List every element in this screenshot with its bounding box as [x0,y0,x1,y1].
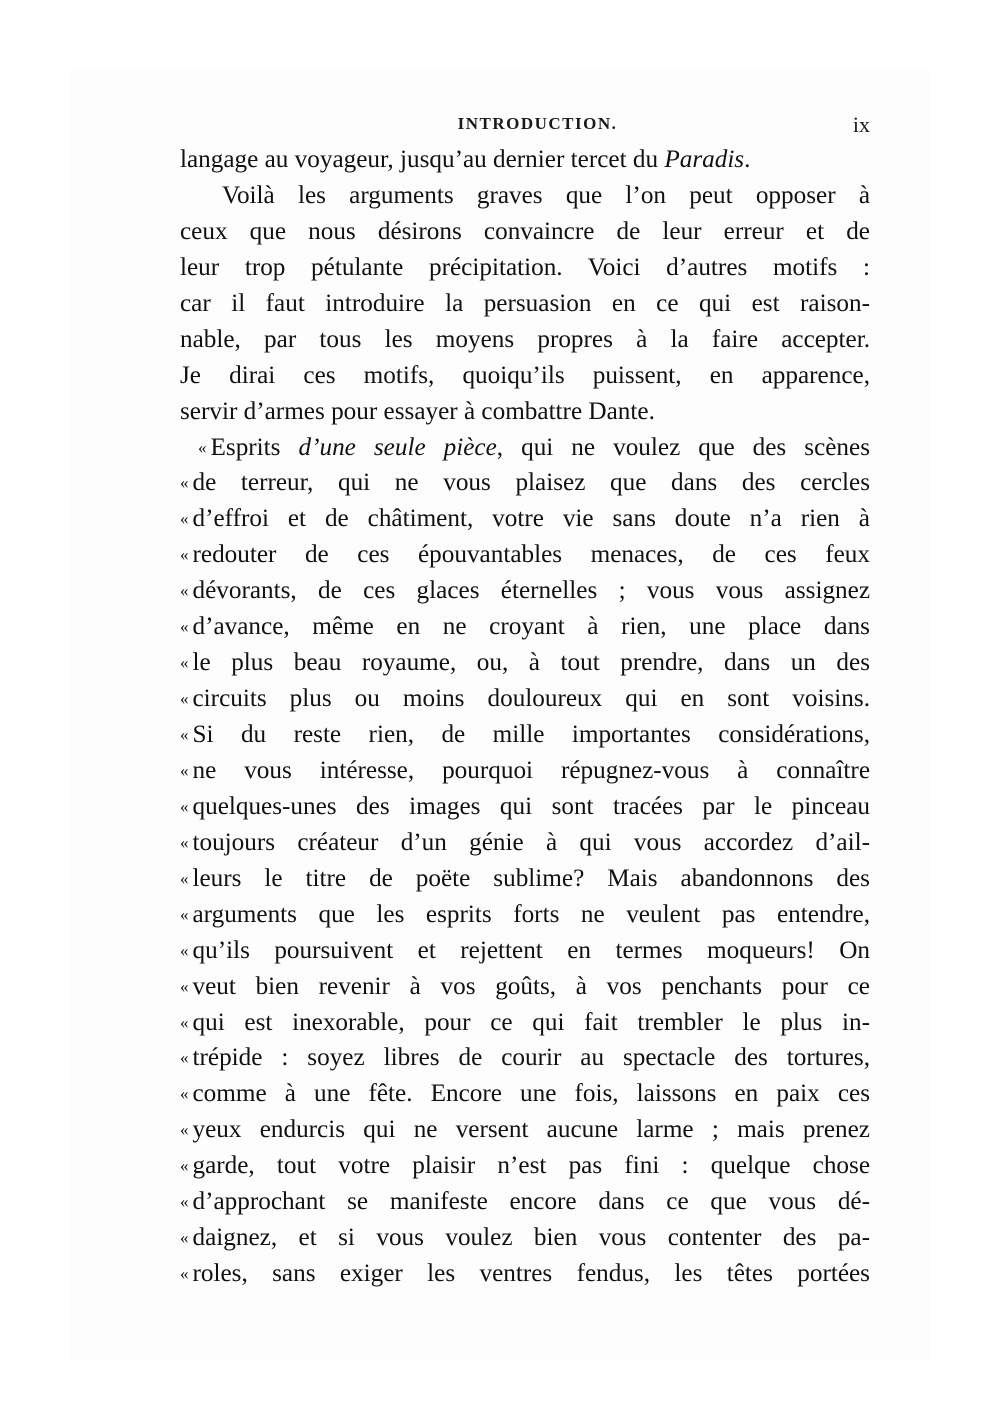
text-line: « Esprits d’une seule pièce, qui ne voulez que des scènes [198,433,870,461]
text-line: « circuits plus ou moins douloureux qui en sont voisins. [180,685,870,713]
text-line: « toujours créateur d’un génie à qui vous accordez d’ail- [180,828,870,856]
text-line: « d’approchant se manifeste encore dans ce que vous dé- [180,1188,870,1216]
text-line: « yeux endurcis qui ne versent aucune larme ; mais prenez [180,1116,870,1144]
text-line: « le plus beau royaume, ou, à tout prendre, dans un des [180,649,870,677]
text-line: « veut bien revenir à vos goûts, à vos penchants pour ce [180,972,870,1000]
text-line: nable, par tous les moyens propres à la faire accepter. [180,325,870,353]
text-line: « trépide : soyez libres de courir au spectacle des tortures, [180,1044,870,1072]
text-line: « redouter de ces épouvantables menaces, de ces feux [180,541,870,569]
text-line: car il faut introduire la persuasion en ce qui est raison- [180,289,870,317]
quote-mark: « [198,437,207,457]
text-line: « ne vous intéresse, pourquoi répugnez-vous à connaître [180,756,870,784]
text-line: servir d’armes pour essayer à combattre Dante. [180,397,655,425]
text-line: « de terreur, qui ne vous plaisez que dans des cercles [180,469,870,497]
text-line: « qui est inexorable, pour ce qui fait trembler le plus in- [180,1008,870,1036]
text-line: « d’avance, même en ne croyant à rien, une place dans [180,613,870,641]
text-line: « quelques-unes des images qui sont tracées par le pinceau [180,792,870,820]
text-line: « qu’ils poursuivent et rejettent en termes moqueurs! On [180,936,870,964]
text-line: « arguments que les esprits forts ne veulent pas entendre, [180,900,870,928]
body-text [180,142,870,1292]
text-line: « d’effroi et de châtiment, votre vie sans doute n’a rien à [180,505,870,533]
text-line: langage au voyageur, jusqu’au dernier tercet du Paradis. [180,146,751,173]
text-line: « Si du reste rien, de mille importantes considérations, [180,721,870,748]
text-line: « garde, tout votre plaisir n’est pas fini : quelque chose [180,1152,870,1180]
page-number: ix [852,112,870,137]
text-line: Voilà les arguments graves que l’on peut opposer à [222,181,870,209]
text-line: « dévorants, de ces glaces éternelles ; vous vous assignez [180,577,870,605]
text-line: Je dirai ces motifs, quoiqu’ils puissent, en apparence, [180,361,870,389]
italic-phrase: d’une seule pièce [298,433,497,461]
text-line: « comme à une fête. Encore une fois, laissons en paix ces [180,1080,870,1108]
text-line: « roles, sans exiger les ventres fendus, les têtes portées [180,1260,870,1288]
text-line: « leurs le titre de poëte sublime? Mais abandonnons des [180,864,870,892]
text-line: « daignez, et si vous voulez bien vous contenter des pa- [180,1224,870,1252]
running-head [180,112,870,140]
italic-title: Paradis [664,146,745,173]
text-line: ceux que nous désirons convaincre de leur erreur et de [180,217,870,245]
text-line: leur trop pétulante précipitation. Voici d’autres motifs : [180,253,870,281]
running-head-title: INTRODUCTION. [457,114,618,133]
